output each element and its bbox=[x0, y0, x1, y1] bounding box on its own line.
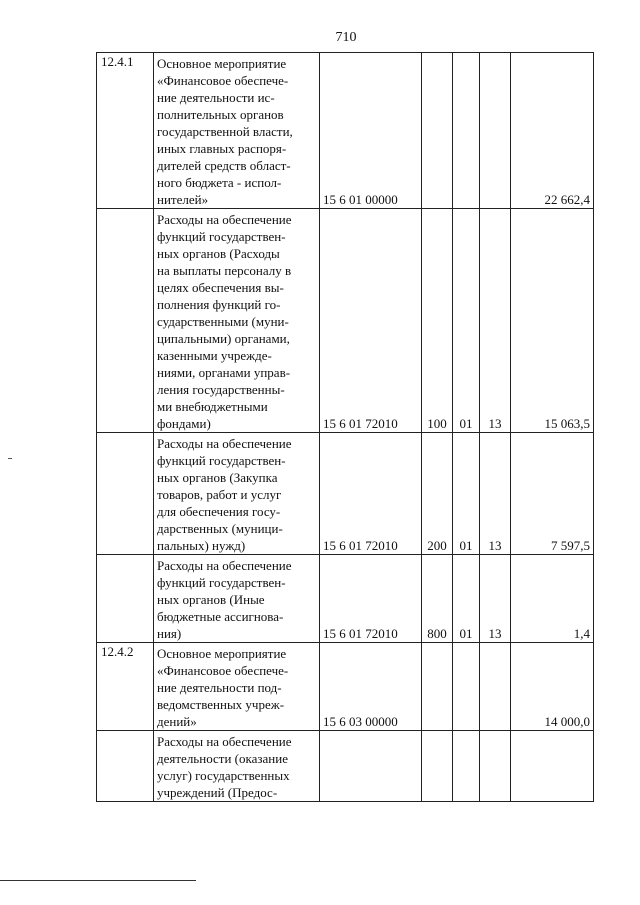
row-number bbox=[97, 209, 154, 433]
table-row bbox=[97, 209, 594, 433]
section bbox=[453, 53, 480, 209]
expense-type: 200 bbox=[422, 433, 453, 555]
amount: 1,4 bbox=[511, 555, 594, 643]
table-row bbox=[97, 53, 594, 209]
target-code: 15 6 01 72010 bbox=[320, 433, 422, 555]
budget-table bbox=[96, 52, 594, 802]
row-description: Основное мероприятие «Финансовое обеспече- ние деятельности под- ведомственных учреж- дений» bbox=[154, 643, 320, 731]
expense-type bbox=[422, 53, 453, 209]
expense-type: 800 bbox=[422, 555, 453, 643]
row-description: Расходы на обеспечение деятельности (оказание услуг) государственных учреждений (Предос- bbox=[154, 731, 320, 802]
row-number bbox=[97, 433, 154, 555]
subsection: 13 bbox=[480, 433, 511, 555]
section: 01 bbox=[453, 209, 480, 433]
target-code: 15 6 01 72010 bbox=[320, 209, 422, 433]
row-number bbox=[97, 731, 154, 802]
row-description: Основное мероприятие «Финансовое обеспече- ние деятельности ис- полнительных органов государственной власти, иных главных распоря- дителей средств област- ного бюджета - испол- нителей» bbox=[154, 53, 320, 209]
row-number bbox=[97, 555, 154, 643]
row-number: 12.4.1 bbox=[97, 53, 154, 209]
section: 01 bbox=[453, 433, 480, 555]
amount: 14 000,0 bbox=[511, 643, 594, 731]
subsection: 13 bbox=[480, 555, 511, 643]
page-number: 710 bbox=[335, 30, 357, 45]
amount bbox=[511, 731, 594, 802]
amount: 7 597,5 bbox=[511, 433, 594, 555]
subsection: 13 bbox=[480, 209, 511, 433]
table-row bbox=[97, 731, 594, 802]
subsection bbox=[480, 731, 511, 802]
table-row bbox=[97, 555, 594, 643]
target-code: 15 6 01 72010 bbox=[320, 555, 422, 643]
target-code: 15 6 03 00000 bbox=[320, 643, 422, 731]
subsection bbox=[480, 643, 511, 731]
row-description: Расходы на обеспечение функций государствен- ных органов (Расходы на выплаты персоналу в целях обеспечения вы- полнения функций го- сударственными (муни- ципальными) органами, казенными учрежде- ниями, органами управ- ления государственны- ми внебюджетными фондами) bbox=[154, 209, 320, 433]
scan-artifact bbox=[8, 458, 12, 459]
table-row bbox=[97, 433, 594, 555]
expense-type: 100 bbox=[422, 209, 453, 433]
expense-type bbox=[422, 731, 453, 802]
footer-rule bbox=[0, 880, 196, 881]
target-code bbox=[320, 731, 422, 802]
subsection bbox=[480, 53, 511, 209]
target-code: 15 6 01 00000 bbox=[320, 53, 422, 209]
section bbox=[453, 643, 480, 731]
amount: 22 662,4 bbox=[511, 53, 594, 209]
section bbox=[453, 731, 480, 802]
row-number: 12.4.2 bbox=[97, 643, 154, 731]
row-description: Расходы на обеспечение функций государствен- ных органов (Иные бюджетные ассигнова- ния) bbox=[154, 555, 320, 643]
section: 01 bbox=[453, 555, 480, 643]
expense-type bbox=[422, 643, 453, 731]
amount: 15 063,5 bbox=[511, 209, 594, 433]
table-row bbox=[97, 643, 594, 731]
row-description: Расходы на обеспечение функций государствен- ных органов (Закупка товаров, работ и услуг для обеспечения госу- дарственных (муници- пальных) нужд) bbox=[154, 433, 320, 555]
